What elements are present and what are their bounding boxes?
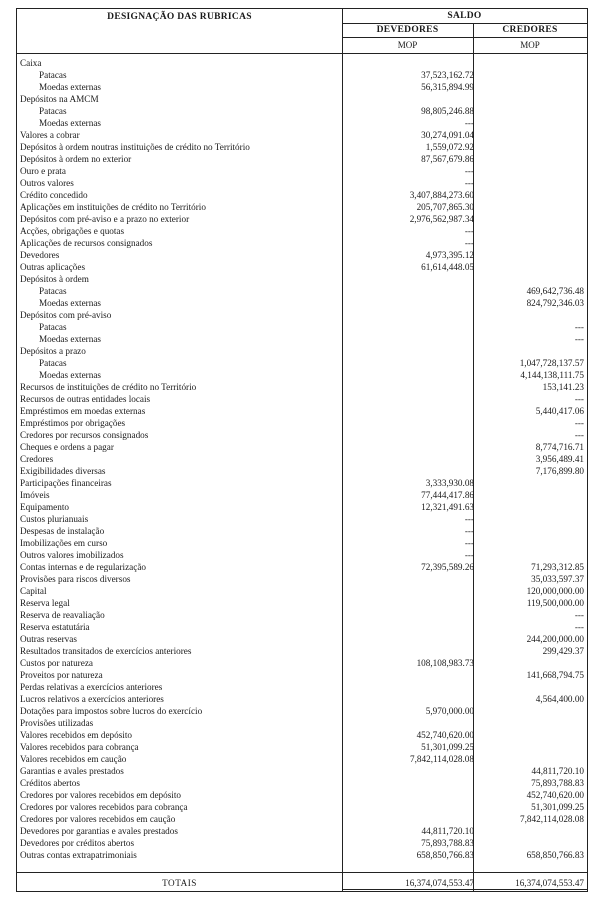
row-label: Exigibilidades diversas: [20, 466, 106, 476]
row-label: Capital: [20, 586, 47, 596]
row-credores-value: ---: [574, 322, 584, 332]
table-row: [17, 333, 587, 345]
row-label: Provisões para riscos diversos: [20, 574, 131, 584]
table-row: [17, 105, 587, 117]
table-row: [17, 741, 587, 753]
row-label: Imobilizações em curso: [20, 538, 108, 548]
table-row: [17, 477, 587, 489]
row-devedores-value: 98,805,246.88: [421, 106, 474, 116]
table-row: [17, 225, 587, 237]
row-label: Valores recebidos em caução: [20, 754, 127, 764]
row-label: Reserva estatutária: [20, 622, 90, 632]
row-label: Despesas de instalação: [20, 526, 105, 536]
table-row: [17, 93, 587, 105]
row-devedores-value: 205,707,865.30: [416, 202, 474, 212]
table-row: [17, 621, 587, 633]
row-label: Depósitos à ordem noutras instituições de crédito no Território: [20, 142, 250, 152]
table-row: [17, 141, 587, 153]
totals-credores: 16,374,074,553.47: [515, 878, 584, 888]
row-label: Credores por recursos consignados: [20, 430, 149, 440]
row-devedores-value: ---: [464, 118, 474, 128]
row-label: Depósitos à ordem: [20, 274, 89, 284]
header-bottom-rule: [17, 53, 587, 54]
table-row: [17, 369, 587, 381]
totals-devedores: 16,374,074,553.47: [405, 878, 474, 888]
row-label: Cheques e ordens a pagar: [20, 442, 114, 452]
table-row: [17, 501, 587, 513]
row-label: Lucros relativos a exercícios anteriores: [20, 694, 164, 704]
row-label: Depósitos a prazo: [20, 346, 86, 356]
row-credores-value: ---: [574, 334, 584, 344]
table-row: [17, 465, 587, 477]
table-row: [17, 705, 587, 717]
row-label: Credores por valores recebidos em depósito: [20, 790, 181, 800]
table-row: [17, 129, 587, 141]
row-credores-value: 75,893,788.83: [531, 778, 584, 788]
row-label: Moedas externas: [39, 82, 101, 92]
table-row: [17, 177, 587, 189]
totals-label: TOTAIS: [162, 878, 197, 888]
table-row: [17, 801, 587, 813]
row-credores-value: 4,564,400.00: [535, 694, 584, 704]
row-credores-value: 299,429.37: [542, 646, 584, 656]
row-devedores-value: 56,315,894.99: [421, 82, 474, 92]
table-row: [17, 441, 587, 453]
row-devedores-value: 108,108,983.73: [416, 658, 474, 668]
row-credores-value: 824,792,346.03: [526, 298, 584, 308]
row-devedores-value: 658,850,766.83: [416, 850, 474, 860]
row-devedores-value: ---: [464, 166, 474, 176]
row-devedores-value: 51,301,099.25: [421, 742, 474, 752]
table-row: [17, 201, 587, 213]
table-row: [17, 537, 587, 549]
table-row: [17, 417, 587, 429]
table-row: [17, 549, 587, 561]
row-credores-value: 244,200,000.00: [526, 634, 584, 644]
row-label: Patacas: [39, 358, 67, 368]
row-devedores-value: 3,333,930.08: [425, 478, 474, 488]
header-credores: CREDORES: [502, 25, 558, 35]
row-credores-value: 71,293,312.85: [531, 562, 584, 572]
table-row: [17, 381, 587, 393]
totals-top-rule: [17, 872, 587, 873]
row-credores-value: 8,774,716.71: [535, 442, 584, 452]
row-devedores-value: 75,893,788.83: [421, 838, 474, 848]
table-row: [17, 813, 587, 825]
row-credores-value: 4,144,138,111.75: [520, 370, 584, 380]
table-row: [17, 393, 587, 405]
table-row: [17, 321, 587, 333]
row-label: Devedores por créditos abertos: [20, 838, 135, 848]
row-label: Contas internas e de regularização: [20, 562, 147, 572]
row-label: Depósitos com pré-aviso e a prazo no exterior: [20, 214, 190, 224]
table-row: [17, 633, 587, 645]
balance-sheet-table: [16, 8, 588, 892]
row-devedores-value: 3,407,884,273.60: [409, 190, 474, 200]
table-row: [17, 717, 587, 729]
header-rubricas: DESIGNAÇÃO DAS RUBRICAS: [107, 12, 252, 22]
table-row: [17, 525, 587, 537]
row-devedores-value: 37,523,162.72: [421, 70, 474, 80]
table-row: [17, 345, 587, 357]
row-devedores-value: 1,559,072.92: [425, 142, 474, 152]
row-label: Depósitos à ordem no exterior: [20, 154, 132, 164]
table-row: [17, 489, 587, 501]
row-credores-value: ---: [574, 610, 584, 620]
row-label: Reserva de reavaliação: [20, 610, 105, 620]
table-row: [17, 213, 587, 225]
table-row: [17, 513, 587, 525]
row-devedores-value: ---: [464, 538, 474, 548]
row-credores-value: 469,642,736.48: [526, 286, 584, 296]
row-label: Imóveis: [20, 490, 50, 500]
table-row: [17, 657, 587, 669]
row-devedores-value: 452,740,620.00: [416, 730, 474, 740]
row-label: Valores a cobrar: [20, 130, 80, 140]
currency-devedores: MOP: [397, 40, 418, 50]
table-row: [17, 309, 587, 321]
row-label: Devedores: [20, 250, 60, 260]
row-devedores-value: 5,970,000.00: [425, 706, 474, 716]
row-devedores-value: 44,811,720.10: [421, 826, 474, 836]
table-row: [17, 681, 587, 693]
row-label: Moedas externas: [39, 298, 101, 308]
row-devedores-value: 72,395,589.26: [421, 562, 474, 572]
row-label: Reserva legal: [20, 598, 70, 608]
row-label: Depósitos com pré-aviso: [20, 310, 112, 320]
row-devedores-value: 12,321,491.63: [421, 502, 474, 512]
table-row: [17, 789, 587, 801]
row-devedores-value: ---: [464, 226, 474, 236]
row-label: Outros valores imobilizados: [20, 550, 124, 560]
table-row: [17, 81, 587, 93]
table-row: [17, 165, 587, 177]
row-credores-value: 51,301,099.25: [531, 802, 584, 812]
table-row: [17, 69, 587, 81]
row-credores-value: 7,842,114,028.08: [520, 814, 584, 824]
row-label: Custos plurianuais: [20, 514, 89, 524]
row-credores-value: 120,000,000.00: [526, 586, 584, 596]
row-devedores-value: 7,842,114,028.08: [410, 754, 474, 764]
row-devedores-value: 77,444,417.86: [421, 490, 474, 500]
table-row: [17, 561, 587, 573]
row-label: Resultados transitados de exercícios anteriores: [20, 646, 192, 656]
row-label: Provisões utilizadas: [20, 718, 94, 728]
row-credores-value: 1,047,728,137.57: [519, 358, 584, 368]
row-credores-value: ---: [574, 394, 584, 404]
table-row: [17, 585, 587, 597]
header-saldo: SALDO: [447, 11, 482, 21]
table-row: [17, 153, 587, 165]
row-credores-value: 44,811,720.10: [531, 766, 584, 776]
row-credores-value: 658,850,766.83: [526, 850, 584, 860]
table-row: [17, 57, 587, 69]
row-label: Acções, obrigações e quotas: [20, 226, 125, 236]
row-label: Outras contas extrapatrimoniais: [20, 850, 137, 860]
row-label: Patacas: [39, 286, 67, 296]
saldo-underline: [342, 23, 587, 24]
row-label: Moedas externas: [39, 118, 101, 128]
row-label: Crédito concedido: [20, 190, 88, 200]
table-row: [17, 117, 587, 129]
table-row: [17, 237, 587, 249]
row-devedores-value: 4,973,395.12: [425, 250, 474, 260]
table-row: [17, 753, 587, 765]
row-label: Moedas externas: [39, 334, 101, 344]
row-label: Custos por natureza: [20, 658, 93, 668]
row-label: Devedores por garantias e avales prestados: [20, 826, 178, 836]
table-row: [17, 249, 587, 261]
row-label: Credores: [20, 454, 54, 464]
row-label: Empréstimos em moedas externas: [20, 406, 146, 416]
row-credores-value: 452,740,620.00: [526, 790, 584, 800]
row-label: Recursos de instituições de crédito no Território: [20, 382, 197, 392]
row-label: Patacas: [39, 70, 67, 80]
table-row: [17, 645, 587, 657]
row-devedores-value: 2,976,562,987.34: [409, 214, 474, 224]
row-label: Credores por valores recebidos em caução: [20, 814, 176, 824]
row-label: Moedas externas: [39, 370, 101, 380]
row-label: Outros valores: [20, 178, 74, 188]
row-credores-value: ---: [574, 418, 584, 428]
row-label: Valores recebidos para cobrança: [20, 742, 139, 752]
table-row: [17, 777, 587, 789]
row-label: Patacas: [39, 322, 67, 332]
row-label: Dotações para impostos sobre lucros do exercício: [20, 706, 203, 716]
table-body: [17, 57, 587, 861]
row-credores-value: 141,668,794.75: [526, 670, 584, 680]
row-label: Caixa: [20, 58, 42, 68]
row-devedores-value: 30,274,091.04: [421, 130, 474, 140]
subheader-underline: [342, 37, 587, 38]
row-credores-value: 7,176,899.80: [535, 466, 584, 476]
row-label: Valores recebidos em depósito: [20, 730, 133, 740]
table-row: [17, 597, 587, 609]
table-row: [17, 609, 587, 621]
row-credores-value: 153,141.23: [542, 382, 584, 392]
row-devedores-value: ---: [464, 238, 474, 248]
table-row: [17, 297, 587, 309]
row-label: Recursos de outras entidades locais: [20, 394, 151, 404]
table-row: [17, 405, 587, 417]
table-row: [17, 429, 587, 441]
row-label: Ouro e prata: [20, 166, 66, 176]
table-row: [17, 261, 587, 273]
table-row: [17, 765, 587, 777]
row-devedores-value: 87,567,679.86: [421, 154, 474, 164]
row-devedores-value: ---: [464, 550, 474, 560]
row-devedores-value: ---: [464, 526, 474, 536]
row-label: Equipamento: [20, 502, 69, 512]
row-label: Outras aplicações: [20, 262, 86, 272]
row-credores-value: 3,956,489.41: [535, 454, 584, 464]
row-credores-value: ---: [574, 622, 584, 632]
row-label: Proveitos por natureza: [20, 670, 103, 680]
row-label: Empréstimos por obrigações: [20, 418, 126, 428]
row-devedores-value: ---: [464, 178, 474, 188]
row-label: Credores por valores recebidos para cobrança: [20, 802, 188, 812]
table-row: [17, 669, 587, 681]
row-label: Garantias e avales prestados: [20, 766, 124, 776]
row-credores-value: 119,500,000.00: [526, 598, 584, 608]
table-row: [17, 573, 587, 585]
table-row: [17, 285, 587, 297]
table-row: [17, 273, 587, 285]
table-row: [17, 693, 587, 705]
header-devedores: DEVEDORES: [376, 25, 439, 35]
table-row: [17, 189, 587, 201]
row-label: Perdas relativas a exercícios anteriores: [20, 682, 163, 692]
row-label: Outras reservas: [20, 634, 77, 644]
totals-row: [17, 874, 587, 892]
table-row: [17, 453, 587, 465]
currency-credores: MOP: [520, 40, 540, 50]
row-credores-value: ---: [574, 430, 584, 440]
row-credores-value: 35,033,597.37: [531, 574, 584, 584]
row-label: Créditos abertos: [20, 778, 80, 788]
row-devedores-value: ---: [464, 514, 474, 524]
row-devedores-value: 61,614,448.05: [421, 262, 474, 272]
row-label: Participações financeiras: [20, 478, 112, 488]
table-row: [17, 849, 587, 861]
row-label: Patacas: [39, 106, 67, 116]
row-label: Aplicações de recursos consignados: [20, 238, 153, 248]
row-label: Depósitos na AMCM: [20, 94, 99, 104]
row-label: Aplicações em instituições de crédito no Território: [20, 202, 206, 212]
table-row: [17, 357, 587, 369]
row-credores-value: 5,440,417.06: [535, 406, 584, 416]
table-row: [17, 729, 587, 741]
table-row: [17, 837, 587, 849]
table-row: [17, 825, 587, 837]
